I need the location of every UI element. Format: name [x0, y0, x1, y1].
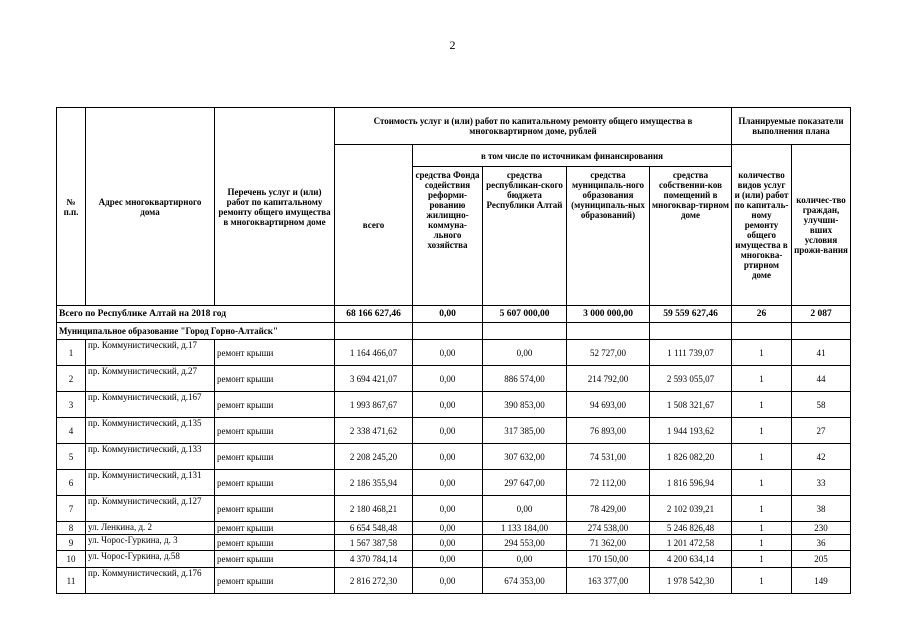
table-row	[57, 444, 851, 470]
row-municipal: 72 112,00	[567, 470, 650, 496]
row-work: ремонт крыши	[215, 340, 335, 366]
header-cost-group: Стоимость услуг и (или) работ по капитальному ремонту общего имущества в многоквартирном доме, рублей	[335, 108, 732, 145]
table-row	[57, 340, 851, 366]
header-no: № п.п.	[57, 108, 86, 306]
row-owners: 1 978 542,30	[650, 568, 732, 594]
row-municipal: 76 893,00	[567, 418, 650, 444]
row-citizens: 44	[792, 366, 851, 392]
row-citizens: 58	[792, 392, 851, 418]
row-work: ремонт крыши	[215, 470, 335, 496]
table-row	[57, 392, 851, 418]
row-republic: 674 353,00	[483, 568, 567, 594]
row-total: 2 180 468,21	[335, 496, 413, 522]
row-work: ремонт крыши	[215, 392, 335, 418]
row-total: 2 338 471,62	[335, 418, 413, 444]
row-number: 5	[57, 444, 86, 470]
row-fund: 0,00	[413, 418, 483, 444]
row-municipal: 94 693,00	[567, 392, 650, 418]
row-services: 1	[732, 551, 792, 568]
row-address: ул. Ленкина, д. 2	[86, 522, 215, 535]
row-owners: 2 102 039,21	[650, 496, 732, 522]
row-address: пр. Коммунистический, д.17	[86, 340, 215, 366]
row-citizens: 38	[792, 496, 851, 522]
empty-cell	[335, 323, 413, 340]
total-sum: 68 166 627,46	[335, 306, 413, 323]
row-fund: 0,00	[413, 496, 483, 522]
row-citizens: 230	[792, 522, 851, 535]
header-address: Адрес многоквартирного дома	[86, 108, 215, 306]
row-number: 11	[57, 568, 86, 594]
row-fund: 0,00	[413, 366, 483, 392]
empty-cell	[483, 323, 567, 340]
row-address: пр. Коммунистический, д.135	[86, 418, 215, 444]
row-address: пр. Коммунистический, д.127	[86, 496, 215, 522]
row-owners: 5 246 826,48	[650, 522, 732, 535]
row-services: 1	[732, 470, 792, 496]
header-owners: средства собственни-ков помещений в многоквар-тирном доме	[650, 167, 732, 306]
row-republic: 307 632,00	[483, 444, 567, 470]
row-republic: 0,00	[483, 551, 567, 568]
row-services: 1	[732, 444, 792, 470]
row-republic: 297 647,00	[483, 470, 567, 496]
row-municipal: 74 531,00	[567, 444, 650, 470]
row-owners: 1 826 082,20	[650, 444, 732, 470]
row-work: ремонт крыши	[215, 418, 335, 444]
row-fund: 0,00	[413, 392, 483, 418]
header-total: всего	[335, 145, 413, 306]
row-work: ремонт крыши	[215, 568, 335, 594]
row-number: 10	[57, 551, 86, 568]
row-work: ремонт крыши	[215, 522, 335, 535]
row-citizens: 149	[792, 568, 851, 594]
table-row	[57, 568, 851, 594]
row-fund: 0,00	[413, 470, 483, 496]
row-address: ул. Чорос-Гуркина, д. 3	[86, 535, 215, 551]
row-municipal: 163 377,00	[567, 568, 650, 594]
empty-cell	[732, 323, 792, 340]
row-services: 1	[732, 366, 792, 392]
row-citizens: 36	[792, 535, 851, 551]
row-total: 4 370 784,14	[335, 551, 413, 568]
table-row	[57, 551, 851, 568]
row-citizens: 41	[792, 340, 851, 366]
header-municipal: средства муниципаль-ного образования (муниципаль-ных образований)	[567, 167, 650, 306]
row-fund: 0,00	[413, 444, 483, 470]
table-row	[57, 522, 851, 535]
row-number: 3	[57, 392, 86, 418]
row-number: 4	[57, 418, 86, 444]
row-work: ремонт крыши	[215, 444, 335, 470]
table-row	[57, 535, 851, 551]
municipality-row	[57, 323, 851, 340]
row-citizens: 27	[792, 418, 851, 444]
row-municipal: 274 538,00	[567, 522, 650, 535]
row-republic: 294 553,00	[483, 535, 567, 551]
row-owners: 1 508 321,67	[650, 392, 732, 418]
total-label: Всего по Республике Алтай на 2018 год	[57, 306, 335, 323]
row-citizens: 205	[792, 551, 851, 568]
row-fund: 0,00	[413, 340, 483, 366]
row-number: 1	[57, 340, 86, 366]
row-total: 1 164 466,07	[335, 340, 413, 366]
row-work: ремонт крыши	[215, 551, 335, 568]
row-fund: 0,00	[413, 551, 483, 568]
row-municipal: 170 150,00	[567, 551, 650, 568]
row-address: пр. Коммунистический, д.131	[86, 470, 215, 496]
header-works: Перечень услуг и (или) работ по капитальному ремонту общего имущества в многоквартирном доме	[215, 108, 335, 306]
empty-cell	[413, 323, 483, 340]
row-republic: 886 574,00	[483, 366, 567, 392]
empty-cell	[567, 323, 650, 340]
table-row	[57, 418, 851, 444]
row-citizens: 42	[792, 444, 851, 470]
row-owners: 4 200 634,14	[650, 551, 732, 568]
row-address: ул. Чорос-Гуркина, д.58	[86, 551, 215, 568]
row-owners: 1 111 739,07	[650, 340, 732, 366]
total-row	[57, 306, 851, 323]
row-total: 2 186 355,94	[335, 470, 413, 496]
table-row	[57, 496, 851, 522]
total-services: 26	[732, 306, 792, 323]
total-municipal: 3 000 000,00	[567, 306, 650, 323]
row-total: 2 208 245,20	[335, 444, 413, 470]
header-citizens: количес-тво граждан, улучши-вших условия прожи-вания	[792, 145, 851, 306]
row-republic: 0,00	[483, 340, 567, 366]
row-total: 3 694 421,07	[335, 366, 413, 392]
row-municipal: 214 792,00	[567, 366, 650, 392]
row-services: 1	[732, 522, 792, 535]
header-fund: средства Фонда содействия реформи-рованию жилищно-коммуна-льного хозяйства	[413, 167, 483, 306]
row-work: ремонт крыши	[215, 535, 335, 551]
empty-cell	[650, 323, 732, 340]
table-row	[57, 470, 851, 496]
total-fund: 0,00	[413, 306, 483, 323]
row-republic: 0,00	[483, 496, 567, 522]
row-fund: 0,00	[413, 568, 483, 594]
row-services: 1	[732, 418, 792, 444]
row-municipal: 71 362,00	[567, 535, 650, 551]
row-address: пр. Коммунистический, д.167	[86, 392, 215, 418]
row-total: 1 567 387,58	[335, 535, 413, 551]
header-services-count: количество видов услуг и (или) работ по капиталь-ному ремонту общего имущества в многоква-ртирном доме	[732, 145, 792, 306]
row-total: 6 654 548,48	[335, 522, 413, 535]
row-services: 1	[732, 496, 792, 522]
row-municipal: 78 429,00	[567, 496, 650, 522]
row-republic: 317 385,00	[483, 418, 567, 444]
row-services: 1	[732, 535, 792, 551]
row-address: пр. Коммунистический, д.176	[86, 568, 215, 594]
row-total: 1 993 867,67	[335, 392, 413, 418]
row-services: 1	[732, 340, 792, 366]
header-planned-group: Планируемые показатели выполнения плана	[732, 108, 851, 145]
row-municipal: 52 727,00	[567, 340, 650, 366]
total-republic: 5 607 000,00	[483, 306, 567, 323]
row-number: 9	[57, 535, 86, 551]
row-services: 1	[732, 568, 792, 594]
capital-repair-table	[56, 107, 851, 594]
row-republic: 1 133 184,00	[483, 522, 567, 535]
row-number: 7	[57, 496, 86, 522]
row-owners: 1 944 193,62	[650, 418, 732, 444]
row-number: 2	[57, 366, 86, 392]
row-owners: 1 201 472,58	[650, 535, 732, 551]
header-row-1	[57, 108, 851, 145]
page-number: 2	[449, 38, 456, 52]
row-total: 2 816 272,30	[335, 568, 413, 594]
row-number: 6	[57, 470, 86, 496]
row-owners: 2 593 055,07	[650, 366, 732, 392]
header-republic: средства республикан-ского бюджета Республики Алтай	[483, 167, 567, 306]
total-citizens: 2 087	[792, 306, 851, 323]
row-work: ремонт крыши	[215, 366, 335, 392]
table-row	[57, 366, 851, 392]
row-services: 1	[732, 392, 792, 418]
header-sources-group: в том числе по источникам финансирования	[413, 145, 732, 167]
row-address: пр. Коммунистический, д.27	[86, 366, 215, 392]
row-address: пр. Коммунистический, д.133	[86, 444, 215, 470]
municipality-label: Муниципальное образование "Город Горно-Алтайск"	[57, 323, 335, 340]
row-republic: 390 853,00	[483, 392, 567, 418]
row-owners: 1 816 596,94	[650, 470, 732, 496]
row-citizens: 33	[792, 470, 851, 496]
row-fund: 0,00	[413, 522, 483, 535]
row-work: ремонт крыши	[215, 496, 335, 522]
row-number: 8	[57, 522, 86, 535]
total-owners: 59 559 627,46	[650, 306, 732, 323]
row-fund: 0,00	[413, 535, 483, 551]
empty-cell	[792, 323, 851, 340]
